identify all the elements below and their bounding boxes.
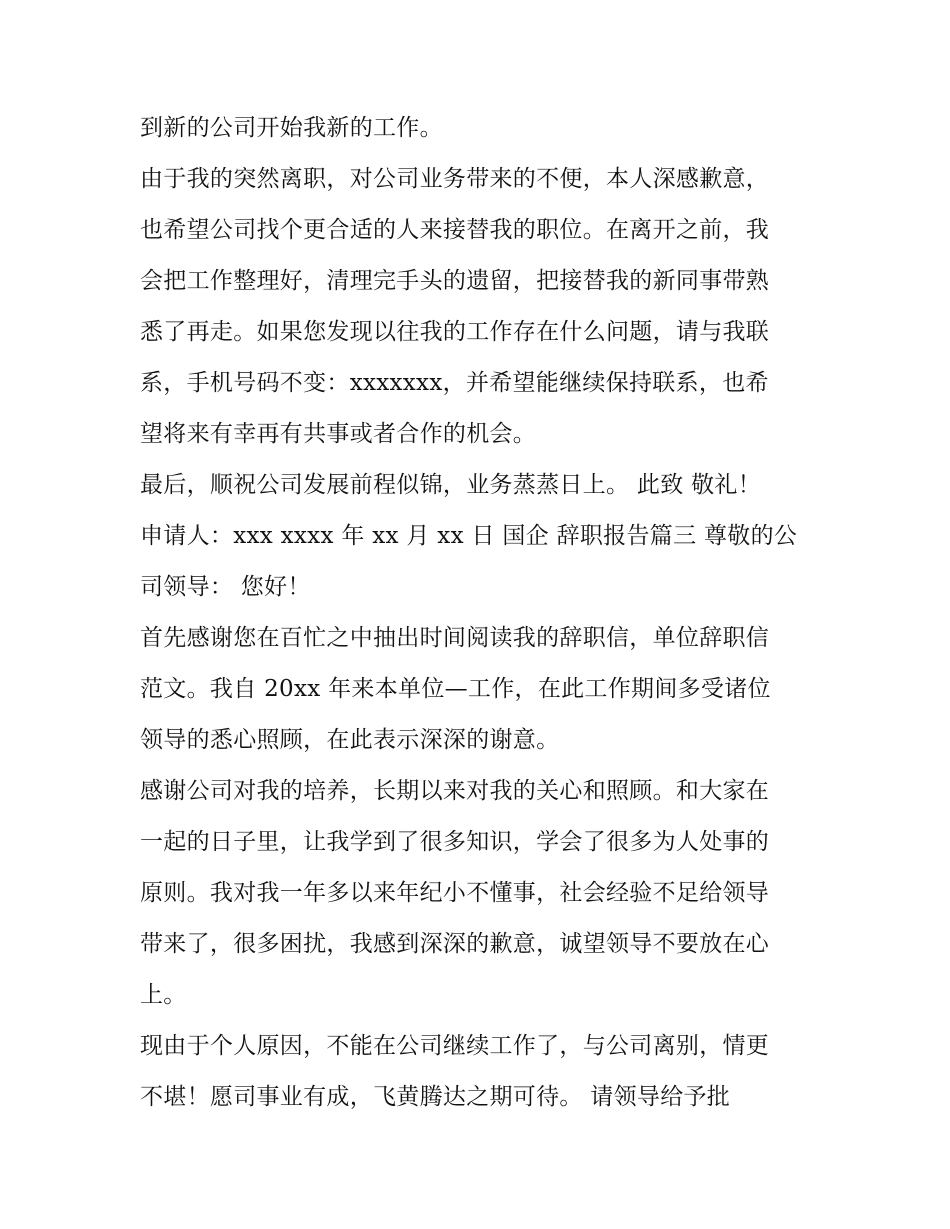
text-line: 不堪！愿司事业有成，飞黄腾达之期可待。 请领导给予批 (140, 1084, 731, 1110)
text-line: 现由于个人原因，不能在公司继续工作了，与公司离别，情更 (140, 1033, 770, 1059)
text-line: 系，手机号码不变：xxxxxxx，并希望能继续保持联系，也希 (140, 370, 769, 396)
text-line: 由于我的突然离职，对公司业务带来的不便，本人深感歉意， (140, 166, 770, 192)
text-line: 上。 (140, 982, 187, 1008)
text-line: 会把工作整理好，清理完手头的遗留，把接替我的新同事带熟 (140, 268, 770, 294)
text-line: 一起的日子里，让我学到了很多知识，学会了很多为人处事的 (140, 829, 770, 855)
text-line: 领导的悉心照顾，在此表示深深的谢意。 (140, 727, 560, 753)
text-line: 悉了再走。如果您发现以往我的工作存在什么问题，请与我联 (140, 319, 770, 345)
text-line: 原则。我对我一年多以来年纪小不懂事，社会经验不足给领导 (140, 880, 770, 906)
text-line: 申请人：xxx xxxx 年 xx 月 xx 日 国企 辞职报告篇三 尊敬的公 (140, 523, 798, 549)
text-line: 望将来有幸再有共事或者合作的机会。 (140, 421, 537, 447)
text-line: 感谢公司对我的培养，长期以来对我的关心和照顾。和大家在 (140, 778, 770, 804)
text-line: 带来了，很多困扰，我感到深深的歉意，诚望领导不要放在心 (140, 931, 770, 957)
text-line: 司领导： 您好！ (140, 574, 311, 600)
text-line: 到新的公司开始我新的工作。 (140, 115, 443, 141)
text-line: 也希望公司找个更合适的人来接替我的职位。在离开之前，我 (140, 217, 770, 243)
text-line: 首先感谢您在百忙之中抽出时间阅读我的辞职信，单位辞职信 (140, 625, 770, 651)
text-line: 最后，顺祝公司发展前程似锦，业务蒸蒸日上。 此致 敬礼！ (140, 472, 762, 498)
text-line: 范文。我自 20xx 年来本单位—工作，在此工作期间多受诸位 (140, 676, 771, 702)
